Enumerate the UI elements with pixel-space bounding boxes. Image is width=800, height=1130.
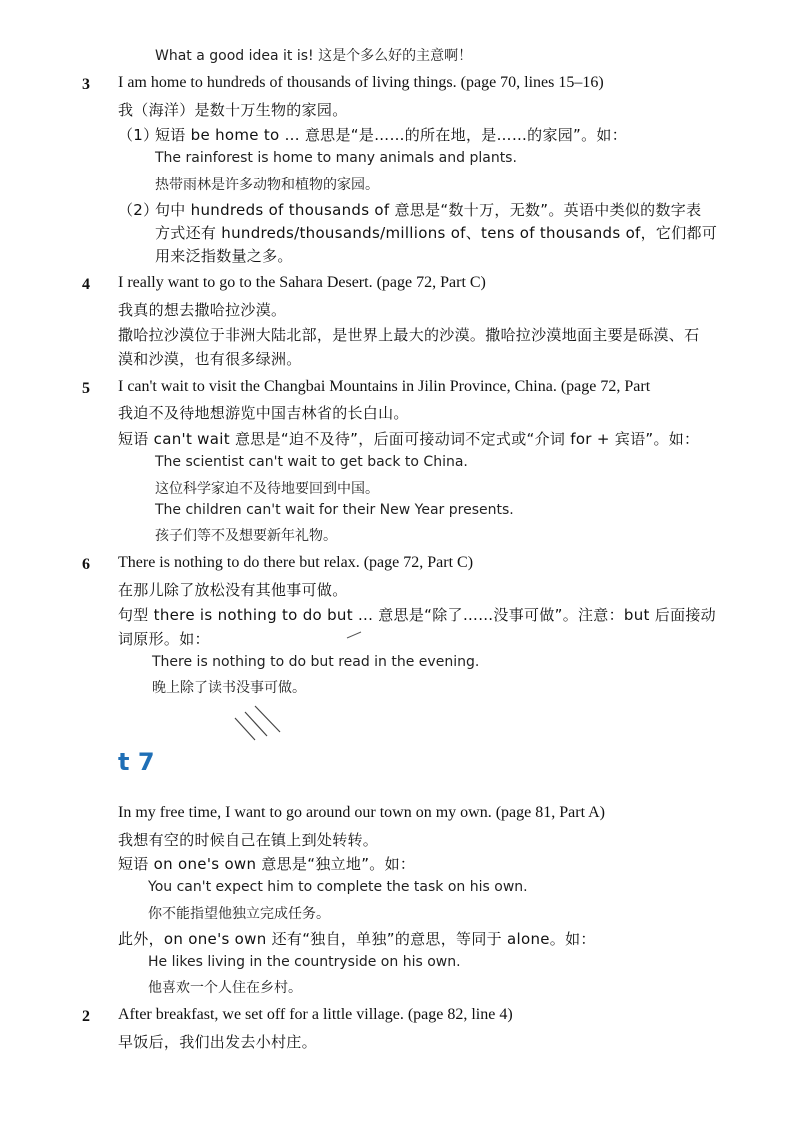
item-number-6: 6	[82, 556, 90, 573]
item-3-note2-label: （2）	[118, 201, 159, 219]
unit7-item1-example-1: You can't expect him to complete the task on his own.	[148, 879, 528, 895]
stray-mark	[345, 628, 365, 642]
item-3-note2-text: 句中 hundreds of thousands of 意思是“数十万，无数”。英语中类似的数字表	[155, 201, 702, 219]
item-4-translation: 我真的想去撒哈拉沙漠。	[118, 301, 287, 319]
unit7-item1-sentence: In my free time, I want to go around our town on my own. (page 81, Part A)	[118, 804, 606, 821]
item-5-example-3: The children can't wait for their New Year presents.	[155, 502, 514, 518]
item-number-4: 4	[82, 276, 90, 293]
item-number-3: 3	[82, 76, 90, 93]
item-3-note1-text: 短语 be home to ... 意思是“是……的所在地，是……的家园”。如：	[155, 126, 628, 144]
item-4-sentence: I really want to go to the Sahara Desert. (page 72, Part C)	[118, 274, 486, 291]
item-6-translation: 在那儿除了放松没有其他事可做。	[118, 581, 348, 599]
item-3-note2-text2: 方式还有 hundreds/thousands/millions of、tens of thousands of，它们都可	[155, 224, 718, 242]
unit7-item2-translation: 早饭后，我们出发去小村庄。	[118, 1033, 317, 1051]
unit7-item1-explain1: 短语 on one's own 意思是“独立地”。如：	[118, 855, 416, 873]
item-6-example-1: There is nothing to do but read in the evening.	[152, 654, 480, 670]
item-3-sentence: I am home to hundreds of thousands of living things. (page 70, lines 15–16)	[118, 74, 604, 91]
item-5-explain1: 短语 can't wait 意思是“迫不及待”，后面可接动词不定式或“介词 for + 宾语”。如：	[118, 430, 700, 448]
item-5-sentence: I can't wait to visit the Changbai Mountains in Jilin Province, China. (page 72, Part	[118, 378, 651, 395]
unit7-item2-sentence: After breakfast, we set off for a little village. (page 82, line 4)	[118, 1006, 513, 1023]
item-3-note1-example-en: The rainforest is home to many animals and plants.	[155, 150, 517, 166]
item-6-explain2: 词原形。如：	[118, 630, 210, 648]
item-number-5: 5	[82, 380, 90, 397]
unit7-item1-example-3: He likes living in the countryside on his own.	[148, 954, 461, 970]
item-5-example-2: 这位科学家迫不及待地要回到中国。	[155, 481, 379, 497]
item-3-note1-label: （1）	[118, 126, 159, 144]
unit7-item1-example-2: 你不能指望他独立完成任务。	[148, 906, 330, 922]
item-6-sentence: There is nothing to do there but relax. (page 72, Part C)	[118, 554, 474, 571]
pen-marks	[225, 700, 295, 750]
item-4-explain2: 漠和沙漠，也有很多绿洲。	[118, 350, 302, 368]
item-5-example-1: The scientist can't wait to get back to China.	[155, 454, 468, 470]
item-5-example-4: 孩子们等不及想要新年礼物。	[155, 528, 337, 544]
item-6-example-2: 晚上除了读书没事可做。	[152, 680, 306, 696]
item-3-translation: 我（海洋）是数十万生物的家园。	[118, 101, 348, 119]
unit7-item1-translation: 我想有空的时候自己在镇上到处转转。	[118, 831, 379, 849]
unit7-item2-number: 2	[82, 1008, 90, 1025]
item-4-explain1: 撒哈拉沙漠位于非洲大陆北部，是世界上最大的沙漠。撒哈拉沙漠地面主要是砾漠、石	[118, 326, 700, 344]
item-6-explain1: 句型 there is nothing to do but ... 意思是“除了……没事可做”。注意：but 后面接动	[118, 606, 716, 624]
top-example: What a good idea it is! 这是个多么好的主意啊！	[155, 48, 473, 64]
item-3-note2-text3: 用来泛指数量之多。	[155, 247, 293, 265]
unit7-item1-example-4: 他喜欢一个人住在乡村。	[148, 980, 302, 996]
unit7-item1-explain2: 此外，on one's own 还有“独自，单独”的意思，等同于 alone。如：	[118, 930, 596, 948]
unit-heading: t 7	[118, 748, 155, 776]
item-5-translation: 我迫不及待地想游览中国吉林省的长白山。	[118, 404, 409, 422]
item-3-note1-example-cn: 热带雨林是许多动物和植物的家园。	[155, 177, 379, 193]
